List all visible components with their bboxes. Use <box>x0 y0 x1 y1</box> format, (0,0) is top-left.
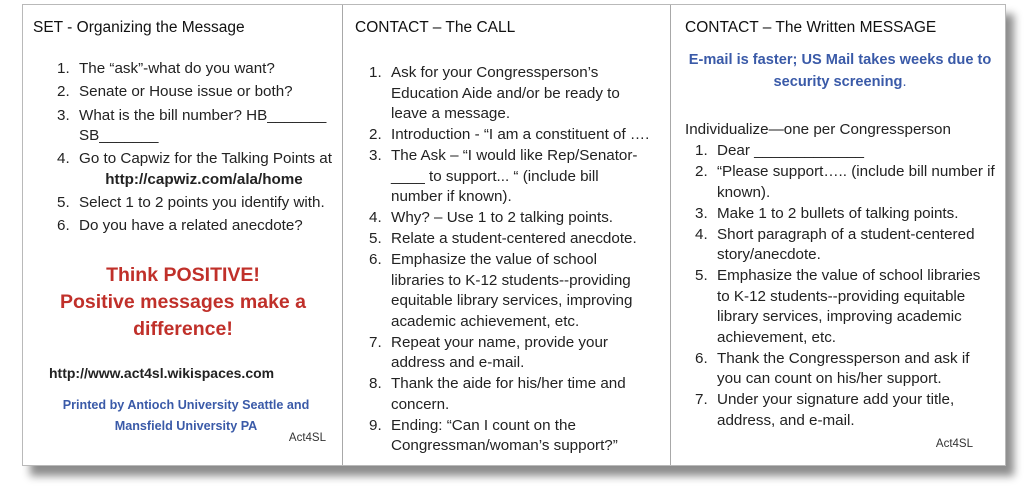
list-item: 4. Why? – Use 1 to 2 talking points. <box>369 209 614 226</box>
list-item: 3. What is the bill number? HB_______ SB_______ <box>57 106 327 145</box>
set-list <box>57 59 347 237</box>
think-positive-message: Think POSITIVE! Positive messages make a difference! <box>59 263 307 340</box>
footer-label: Act4SL <box>288 432 326 444</box>
panel-title: CONTACT – The Written MESSAGE <box>685 19 937 36</box>
list-item: 5. Relate a student-centered anecdote. <box>369 230 637 247</box>
panel-call <box>343 5 671 465</box>
list-item: 4. Short paragraph of a student-centered story/anecdote. <box>695 225 975 263</box>
list-item: 3. The Ask – “I would like Rep/Senator-____ to support... “ (include bill number if known). <box>369 147 638 205</box>
individualize-heading: Individualize—one per Congressperson <box>685 121 951 138</box>
list-item: 4. Go to Capwiz for the Talking Points at http://capwiz.com/ala/home <box>57 149 347 190</box>
capwiz-link[interactable]: http://capwiz.com/ala/home <box>105 170 303 188</box>
panel-title: CONTACT – The CALL <box>355 19 516 36</box>
advocacy-card <box>22 4 1006 466</box>
list-item: 7. Under your signature add your title, address, and e-mail. <box>695 391 955 429</box>
footer-label: Act4SL <box>935 438 973 450</box>
list-item: 1. Dear _____________ <box>695 142 864 159</box>
list-item: 8. Thank the aide for his/her time and concern. <box>369 375 626 413</box>
written-list <box>695 141 995 431</box>
panel-set <box>23 5 343 465</box>
list-item: 1. The “ask”-what do you want? <box>57 60 275 77</box>
list-item: 6. Thank the Congressperson and ask if you can count on his/her support. <box>695 349 970 387</box>
list-item: 6. Emphasize the value of school libraries to K-12 students--providing equitable library services, improving academic achievement, etc. <box>369 251 633 330</box>
printed-by: Printed by Antioch University Seattle and Mansfield University PA <box>62 397 310 433</box>
panel-title: SET - Organizing the Message <box>33 19 245 36</box>
call-list <box>369 63 654 457</box>
panel-written <box>671 5 1005 465</box>
website-link[interactable]: http://www.act4sl.wikispaces.com <box>49 364 275 381</box>
list-item: 2. Senate or House issue or both? <box>57 83 293 101</box>
list-item: 5. Select 1 to 2 points you identify with. <box>57 194 325 212</box>
email-note: E-mail is faster; US Mail takes weeks due to security screening. <box>688 52 992 90</box>
list-item: 1. Ask for your Congressperson’s Education Aide and/or be ready to leave a message. <box>369 64 620 122</box>
list-item: 2. “Please support….. (include bill number if known). <box>695 163 995 201</box>
list-item: 3. Make 1 to 2 bullets of talking points. <box>695 204 959 222</box>
list-item: 9. Ending: “Can I count on the Congressman/woman’s support?” <box>369 416 618 454</box>
list-item: 2. Introduction - “I am a constituent of …. <box>369 126 650 143</box>
list-item: 6. Do you have a related anecdote? <box>57 217 303 235</box>
list-item: 7. Repeat your name, provide your address and e-mail. <box>369 333 608 371</box>
list-item: 5. Emphasize the value of school libraries to K-12 students--providing equitable library services, improving academic achievement, etc. <box>695 267 981 346</box>
